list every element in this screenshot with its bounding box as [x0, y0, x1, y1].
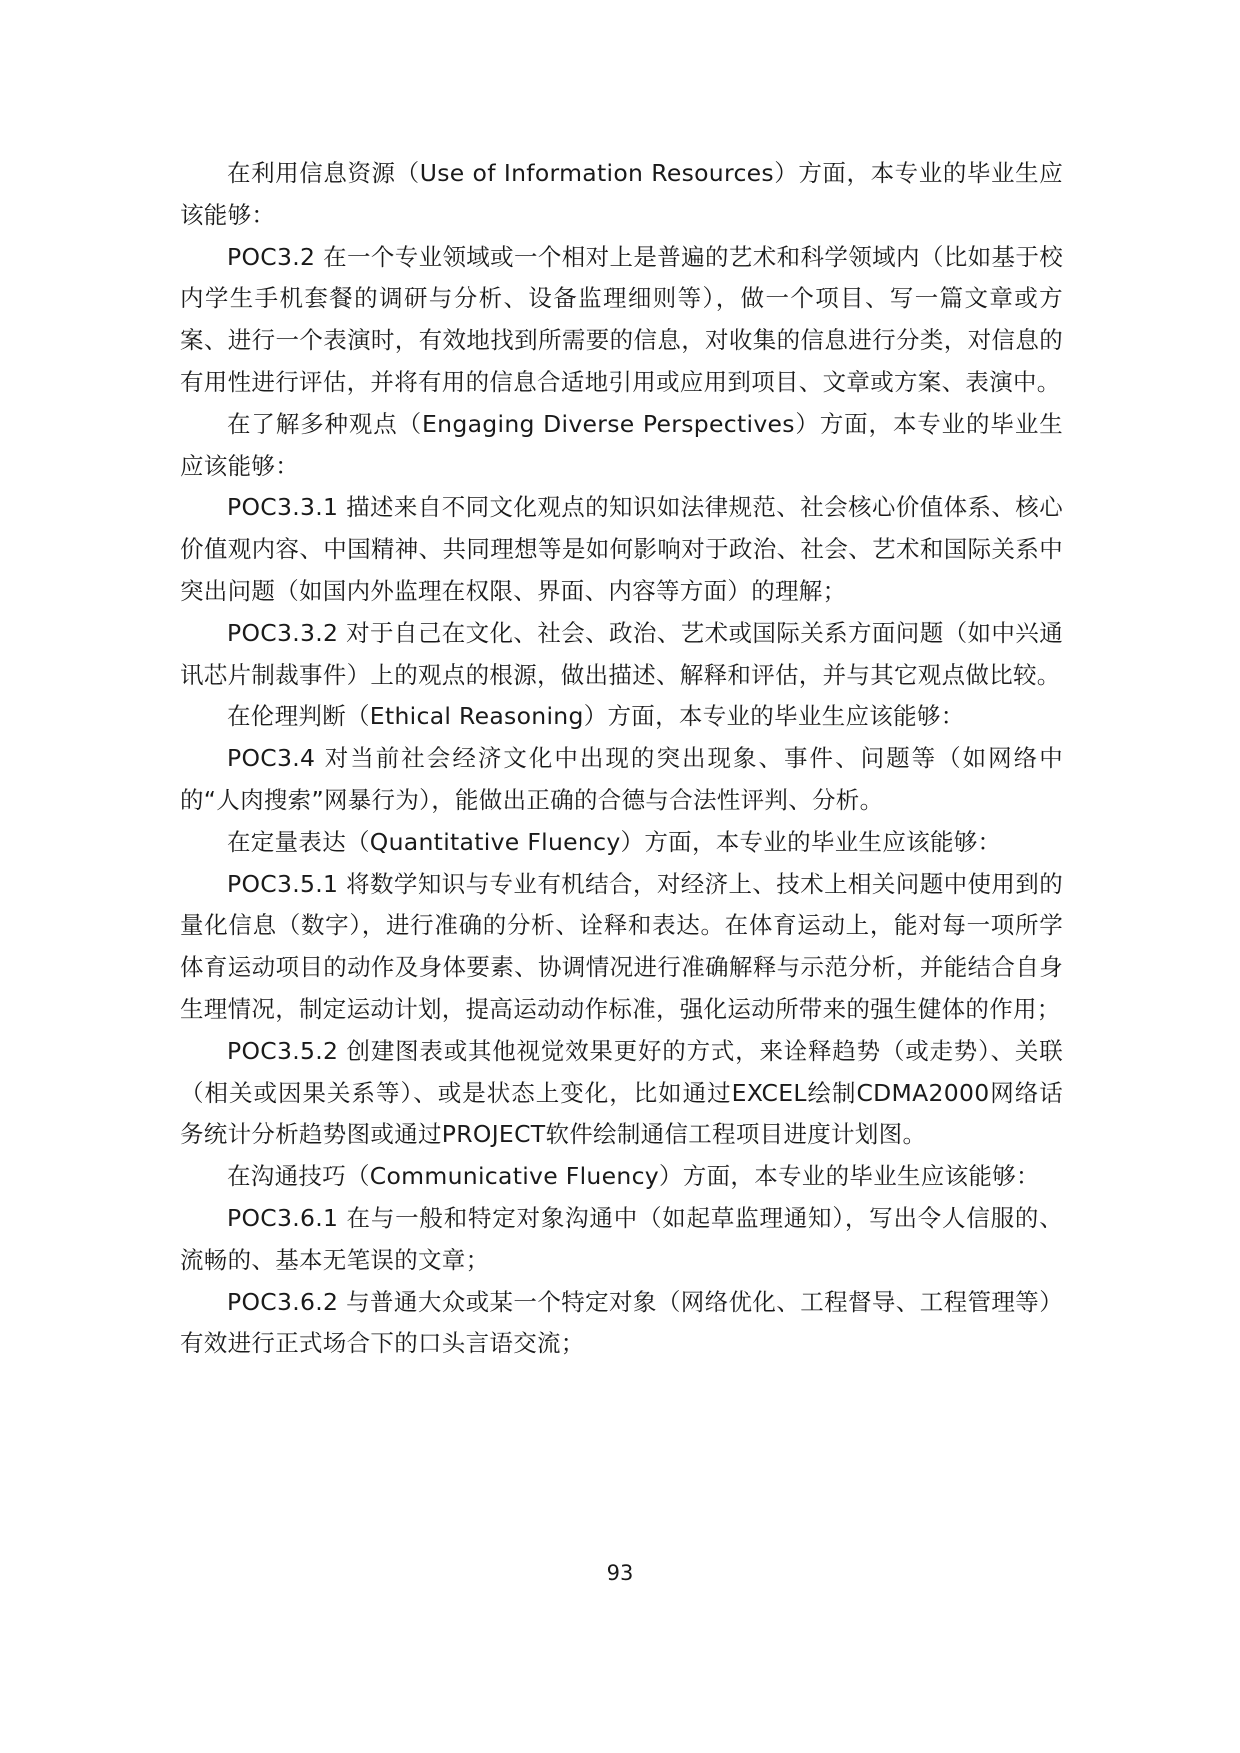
paragraph-info-resources-heading: 在利用信息资源（Use of Information Resources）方面，本专业的毕业生应该能够：	[180, 159, 1063, 229]
paragraph-poc3-3-2: POC3.3.2 对于自己在文化、社会、政治、艺术或国际关系方面问题（如中兴通讯芯片制裁事件）上的观点的根源，做出描述、解释和评估，并与其它观点做比较。	[180, 618, 1063, 689]
paragraph-quantitative-fluency-heading: 在定量表达（Quantitative Fluency）方面，本专业的毕业生应该能够：	[227, 827, 1002, 856]
paragraph-ethical-reasoning-heading: 在伦理判断（Ethical Reasoning）方面，本专业的毕业生应该能够：	[227, 702, 965, 731]
paragraph-poc3-6-1: POC3.6.1 在与一般和特定对象沟通中（如起草监理通知），写出令人信服的、流畅的、基本无笔误的文章；	[180, 1203, 1063, 1274]
paragraph-poc3-4: POC3.4 对当前社会经济文化中出现的突出现象、事件、问题等（如网络中的“人肉搜索”网暴行为），能做出正确的合德与合法性评判、分析。	[180, 744, 1063, 814]
body-text	[180, 153, 1063, 1365]
paragraph-poc3-6-2: POC3.6.2 与普通大众或某一个特定对象（网络优化、工程督导、工程管理等）有效进行正式场合下的口头言语交流；	[180, 1287, 1063, 1358]
paragraph-poc3-5-1: POC3.5.1 将数学知识与专业有机结合，对经济上、技术上相关问题中使用到的量化信息（数字），进行准确的分析、诠释和表达。在体育运动上，能对每一项所学体育运动项目的动作及身体要素、协调情况进行准确解释与示范分析，并能结合自身生理情况，制定运动计划，提高运动动作标准，强化运动所带来的强生健体的作用；	[180, 869, 1063, 1023]
paragraph-poc3-3-1: POC3.3.1 描述来自不同文化观点的知识如法律规范、社会核心价值体系、核心价值观内容、中国精神、共同理想等是如何影响对于政治、社会、艺术和国际关系中突出问题（如国内外监理在权限、界面、内容等方面）的理解；	[180, 493, 1063, 605]
page-number: 93	[606, 1561, 634, 1585]
paragraph-poc3-2: POC3.2 在一个专业领域或一个相对上是普遍的艺术和科学领域内（比如基于校内学生手机套餐的调研与分析、设备监理细则等），做一个项目、写一篇文章或方案、进行一个表演时，有效地找到所需要的信息，对收集的信息进行分类，对信息的有用性进行评估，并将有用的信息合适地引用或应用到项目、文章或方案、表演中。	[180, 242, 1063, 396]
paragraph-diverse-perspectives-heading: 在了解多种观点（Engaging Diverse Perspectives）方面，本专业的毕业生应该能够：	[180, 409, 1063, 480]
paragraph-communicative-fluency-heading: 在沟通技巧（Communicative Fluency）方面，本专业的毕业生应该能够：	[227, 1162, 1040, 1191]
paragraph-poc3-5-2: POC3.5.2 创建图表或其他视觉效果更好的方式，来诠释趋势（或走势）、关联（相关或因果关系等）、或是状态上变化，比如通过EXCEL绘制CDMA2000网络话务统计分析趋势图或通过PROJECT软件绘制通信工程项目进度计划图。	[180, 1036, 1063, 1149]
